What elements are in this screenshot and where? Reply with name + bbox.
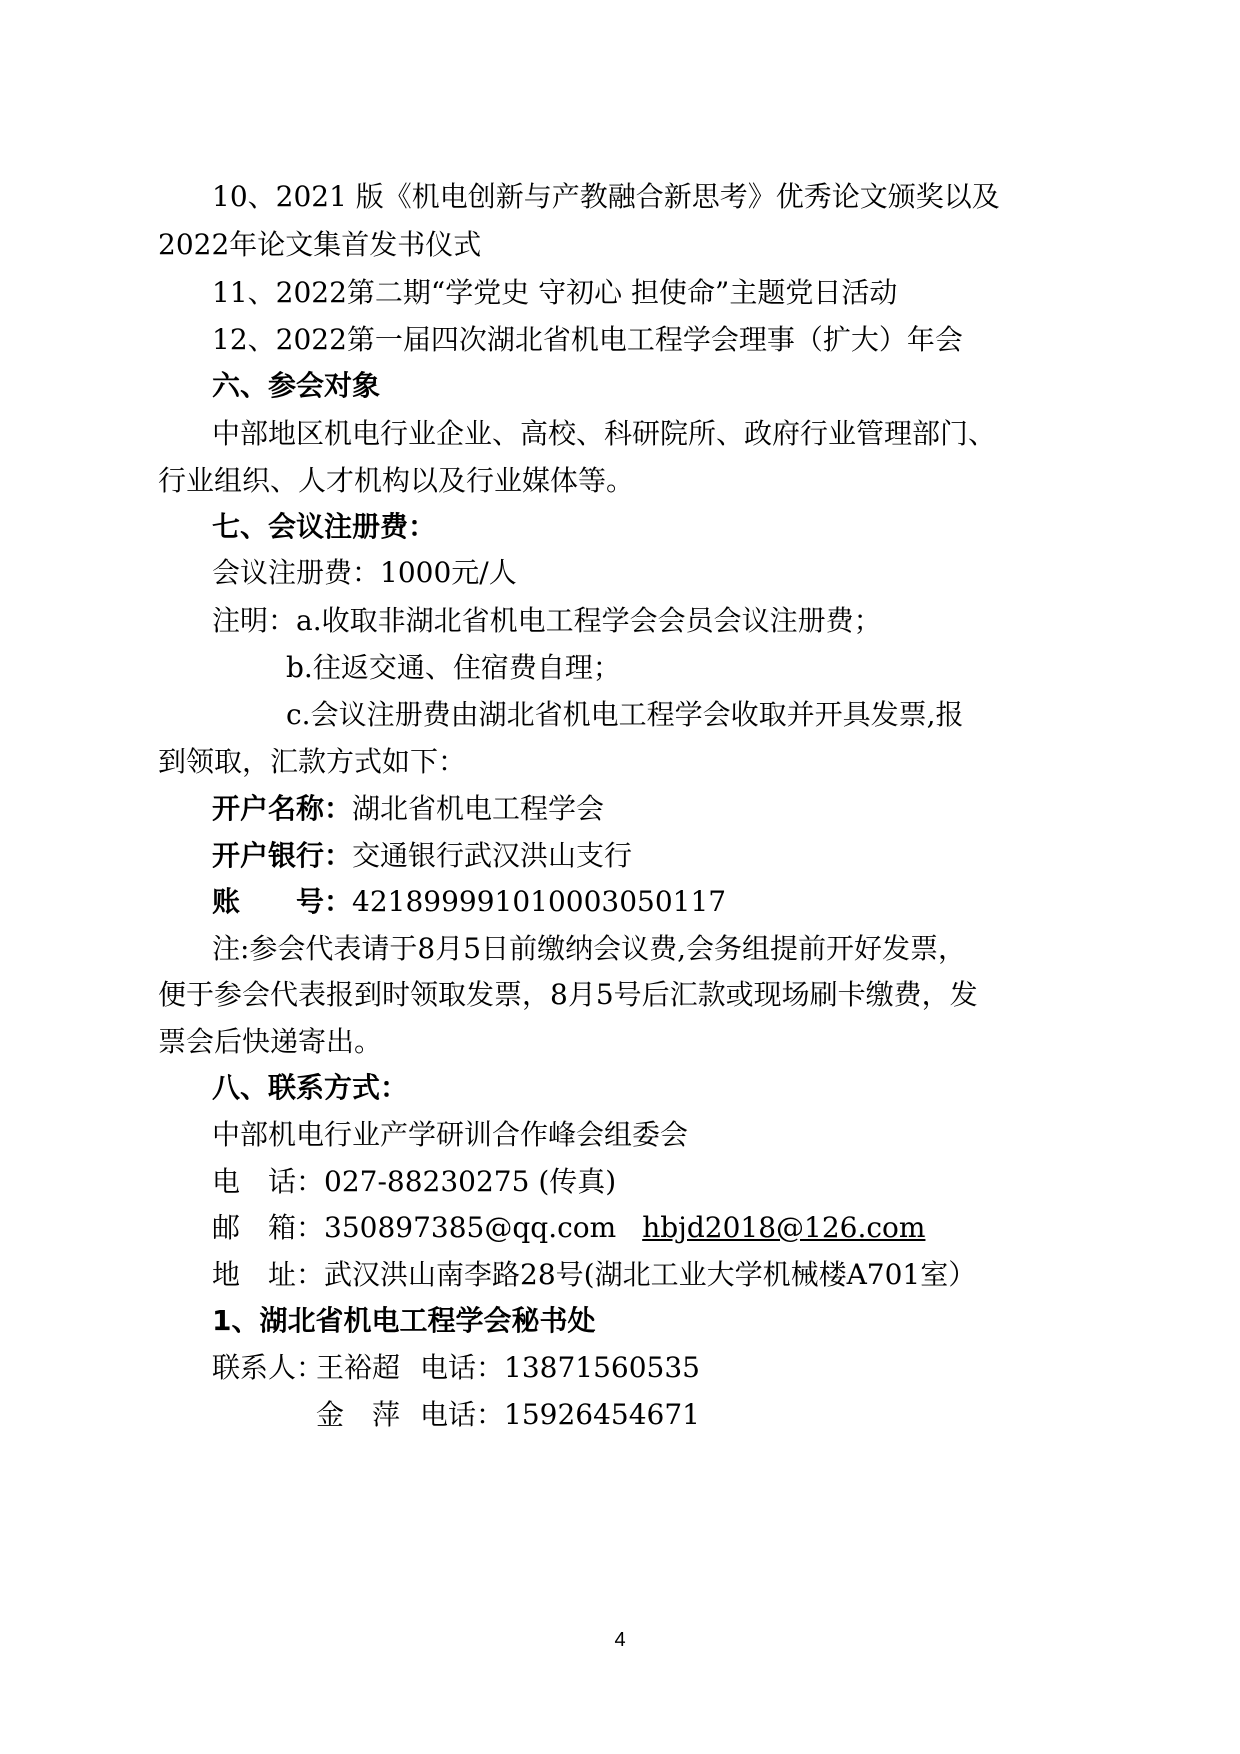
- payment-note-line2: 便于参会代表报到时领取发票，8月5号后汇款或现场刷卡缴费，发: [158, 978, 978, 1011]
- phone-row: [212, 1162, 616, 1202]
- section7-heading: 七、会议注册费：: [212, 510, 437, 543]
- account-no-value: 421899991010003050117: [352, 885, 727, 918]
- address-label: 地 址：: [212, 1258, 325, 1291]
- email-row: [212, 1208, 925, 1248]
- account-no-label-2: 号：: [296, 885, 353, 918]
- section6-line2: 行业组织、人才机构以及行业媒体等。: [158, 464, 635, 497]
- secretariat-heading: 1、湖北省机电工程学会秘书处: [212, 1304, 596, 1337]
- email-2-link[interactable]: hbjd2018@126.com: [642, 1211, 926, 1244]
- organizer: 中部机电行业产学研训合作峰会组委会: [212, 1118, 689, 1151]
- contact-phone: 电话：15926454671: [420, 1398, 700, 1431]
- phone-label: 电 话：: [212, 1165, 325, 1198]
- note-b: b.往返交通、住宿费自理；: [286, 651, 621, 684]
- email-label: 邮 箱：: [212, 1211, 325, 1244]
- contact-row-2: [212, 1395, 700, 1435]
- contact-phone: 电话：13871560535: [420, 1351, 700, 1384]
- note-c-line2: 到领取，汇款方式如下：: [158, 745, 467, 778]
- note-c-line1: c.会议注册费由湖北省机电工程学会收取并开具发票,报: [286, 698, 964, 731]
- account-name-label: 开户名称：: [212, 792, 353, 825]
- list-item-10-line2: 2022年论文集首发书仪式: [158, 228, 482, 261]
- contact-name: 金 萍: [316, 1398, 401, 1431]
- bank-label: 开户银行：: [212, 839, 353, 872]
- account-no-row: [212, 882, 726, 922]
- address-row: [212, 1255, 976, 1295]
- page-number: 4: [614, 1629, 626, 1651]
- contact-prefix: 联系人：: [212, 1351, 325, 1384]
- account-no-label-1: 账: [212, 885, 241, 918]
- contact-name: 王裕超: [316, 1351, 401, 1384]
- section6-heading: 六、参会对象: [212, 369, 381, 402]
- contact-row-1: [212, 1348, 700, 1388]
- list-item-11: 11、2022第二期“学党史 守初心 担使命”主题党日活动: [212, 276, 898, 309]
- email-1: 350897385@qq.com: [324, 1211, 617, 1244]
- bank-row: [212, 836, 632, 876]
- list-item-10-line1: 10、2021 版《机电创新与产教融合新思考》优秀论文颁奖以及: [212, 180, 1000, 213]
- payment-note-line3: 票会后快递寄出。: [158, 1025, 383, 1058]
- section8-heading: 八、联系方式：: [212, 1071, 409, 1104]
- payment-note-line1: 注:参会代表请于8月5日前缴纳会议费,会务组提前开好发票，: [212, 932, 966, 965]
- list-item-12: 12、2022第一届四次湖北省机电工程学会理事（扩大）年会: [212, 323, 963, 356]
- section6-line1: 中部地区机电行业企业、高校、科研院所、政府行业管理部门、: [212, 417, 997, 450]
- bank-value: 交通银行武汉洪山支行: [352, 839, 633, 872]
- note-a: 注明：a.收取非湖北省机电工程学会会员会议注册费；: [212, 604, 882, 637]
- account-name-value: 湖北省机电工程学会: [352, 792, 605, 825]
- account-name-row: [212, 789, 604, 829]
- address-value: 武汉洪山南李路28号(湖北工业大学机械楼A701室）: [324, 1258, 977, 1291]
- fee-line: 会议注册费：1000元/人: [212, 556, 517, 589]
- phone-value: 027-88230275 (传真): [324, 1165, 617, 1198]
